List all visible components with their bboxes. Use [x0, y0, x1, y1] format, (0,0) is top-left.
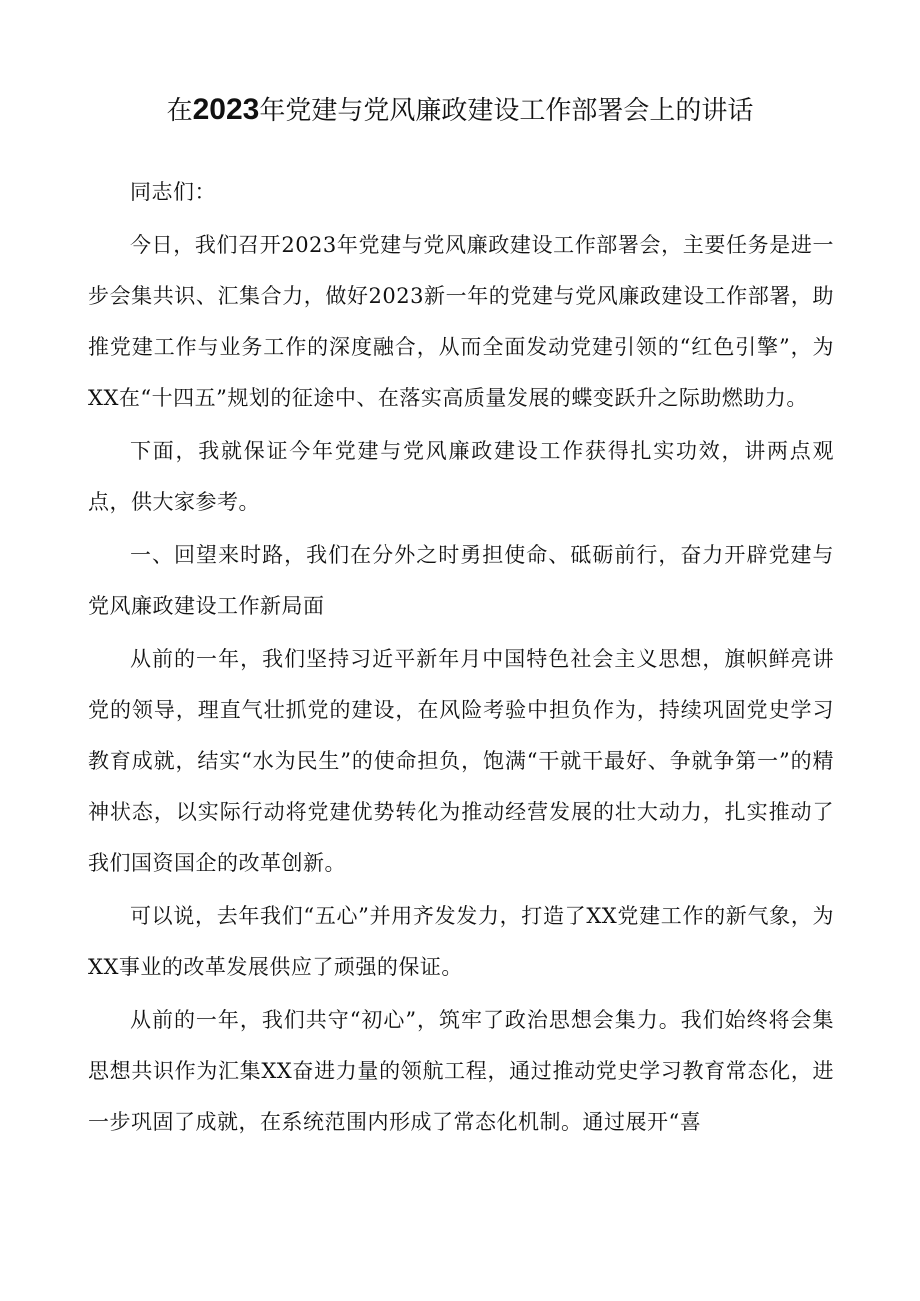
document-title	[60, 88, 860, 133]
paragraph-summary: 可以说，去年我们“五心”并用齐发发力，打造了XX党建工作的新气象，为XX事业的改革发展供应了顽强的保证。	[88, 904, 834, 979]
salutation: 同志们：	[130, 180, 216, 204]
document-body	[88, 167, 834, 1150]
paragraph-intro: 今日，我们召开2023年党建与党风廉政建设工作部署会，主要任务是进一步会集共识、汇集合力，做好2023新一年的党建与党风廉政建设工作部署，助推党建工作与业务工作的深度融合，从而全面发动党建引领的“红色引擎”，为XX在“十四五”规划的征途中、在落实高质量发展的蝶变跃升之际助燃助力。	[88, 233, 834, 410]
section-heading-1: 一、回望来时路，我们在分外之时勇担使命、砥砺前行，奋力开辟党建与党风廉政建设工作新局面	[88, 543, 834, 618]
title-year: 2023	[192, 93, 260, 126]
title-prefix: 在	[166, 96, 193, 126]
paragraph-initial-heart: 从前的一年，我们共守“初心”，筑牢了政治思想会集力。我们始终将会集思想共识作为汇集XX奋进力量的领航工程，通过推动党史学习教育常态化，进一步巩固了成就，在系统范围内形成了常态化机制。通过展开“喜	[88, 1008, 834, 1134]
title-rest: 年党建与党风廉政建设工作部署会上的讲话	[259, 96, 754, 126]
paragraph-purpose: 下面，我就保证今年党建与党风廉政建设工作获得扎实功效，讲两点观点，供大家参考。	[88, 439, 834, 514]
paragraph-review: 从前的一年，我们坚持习近平新年月中国特色社会主义思想，旗帜鲜亮讲党的领导，理直气壮抓党的建设，在风险考验中担负作为，持续巩固党史学习教育成就，结实“水为民生”的使命担负，饱满“干就干最好、争就争第一”的精神状态，以实际行动将党建优势转化为推动经营发展的壮大动力，扎实推动了我们国资国企的改革创新。	[88, 647, 834, 875]
